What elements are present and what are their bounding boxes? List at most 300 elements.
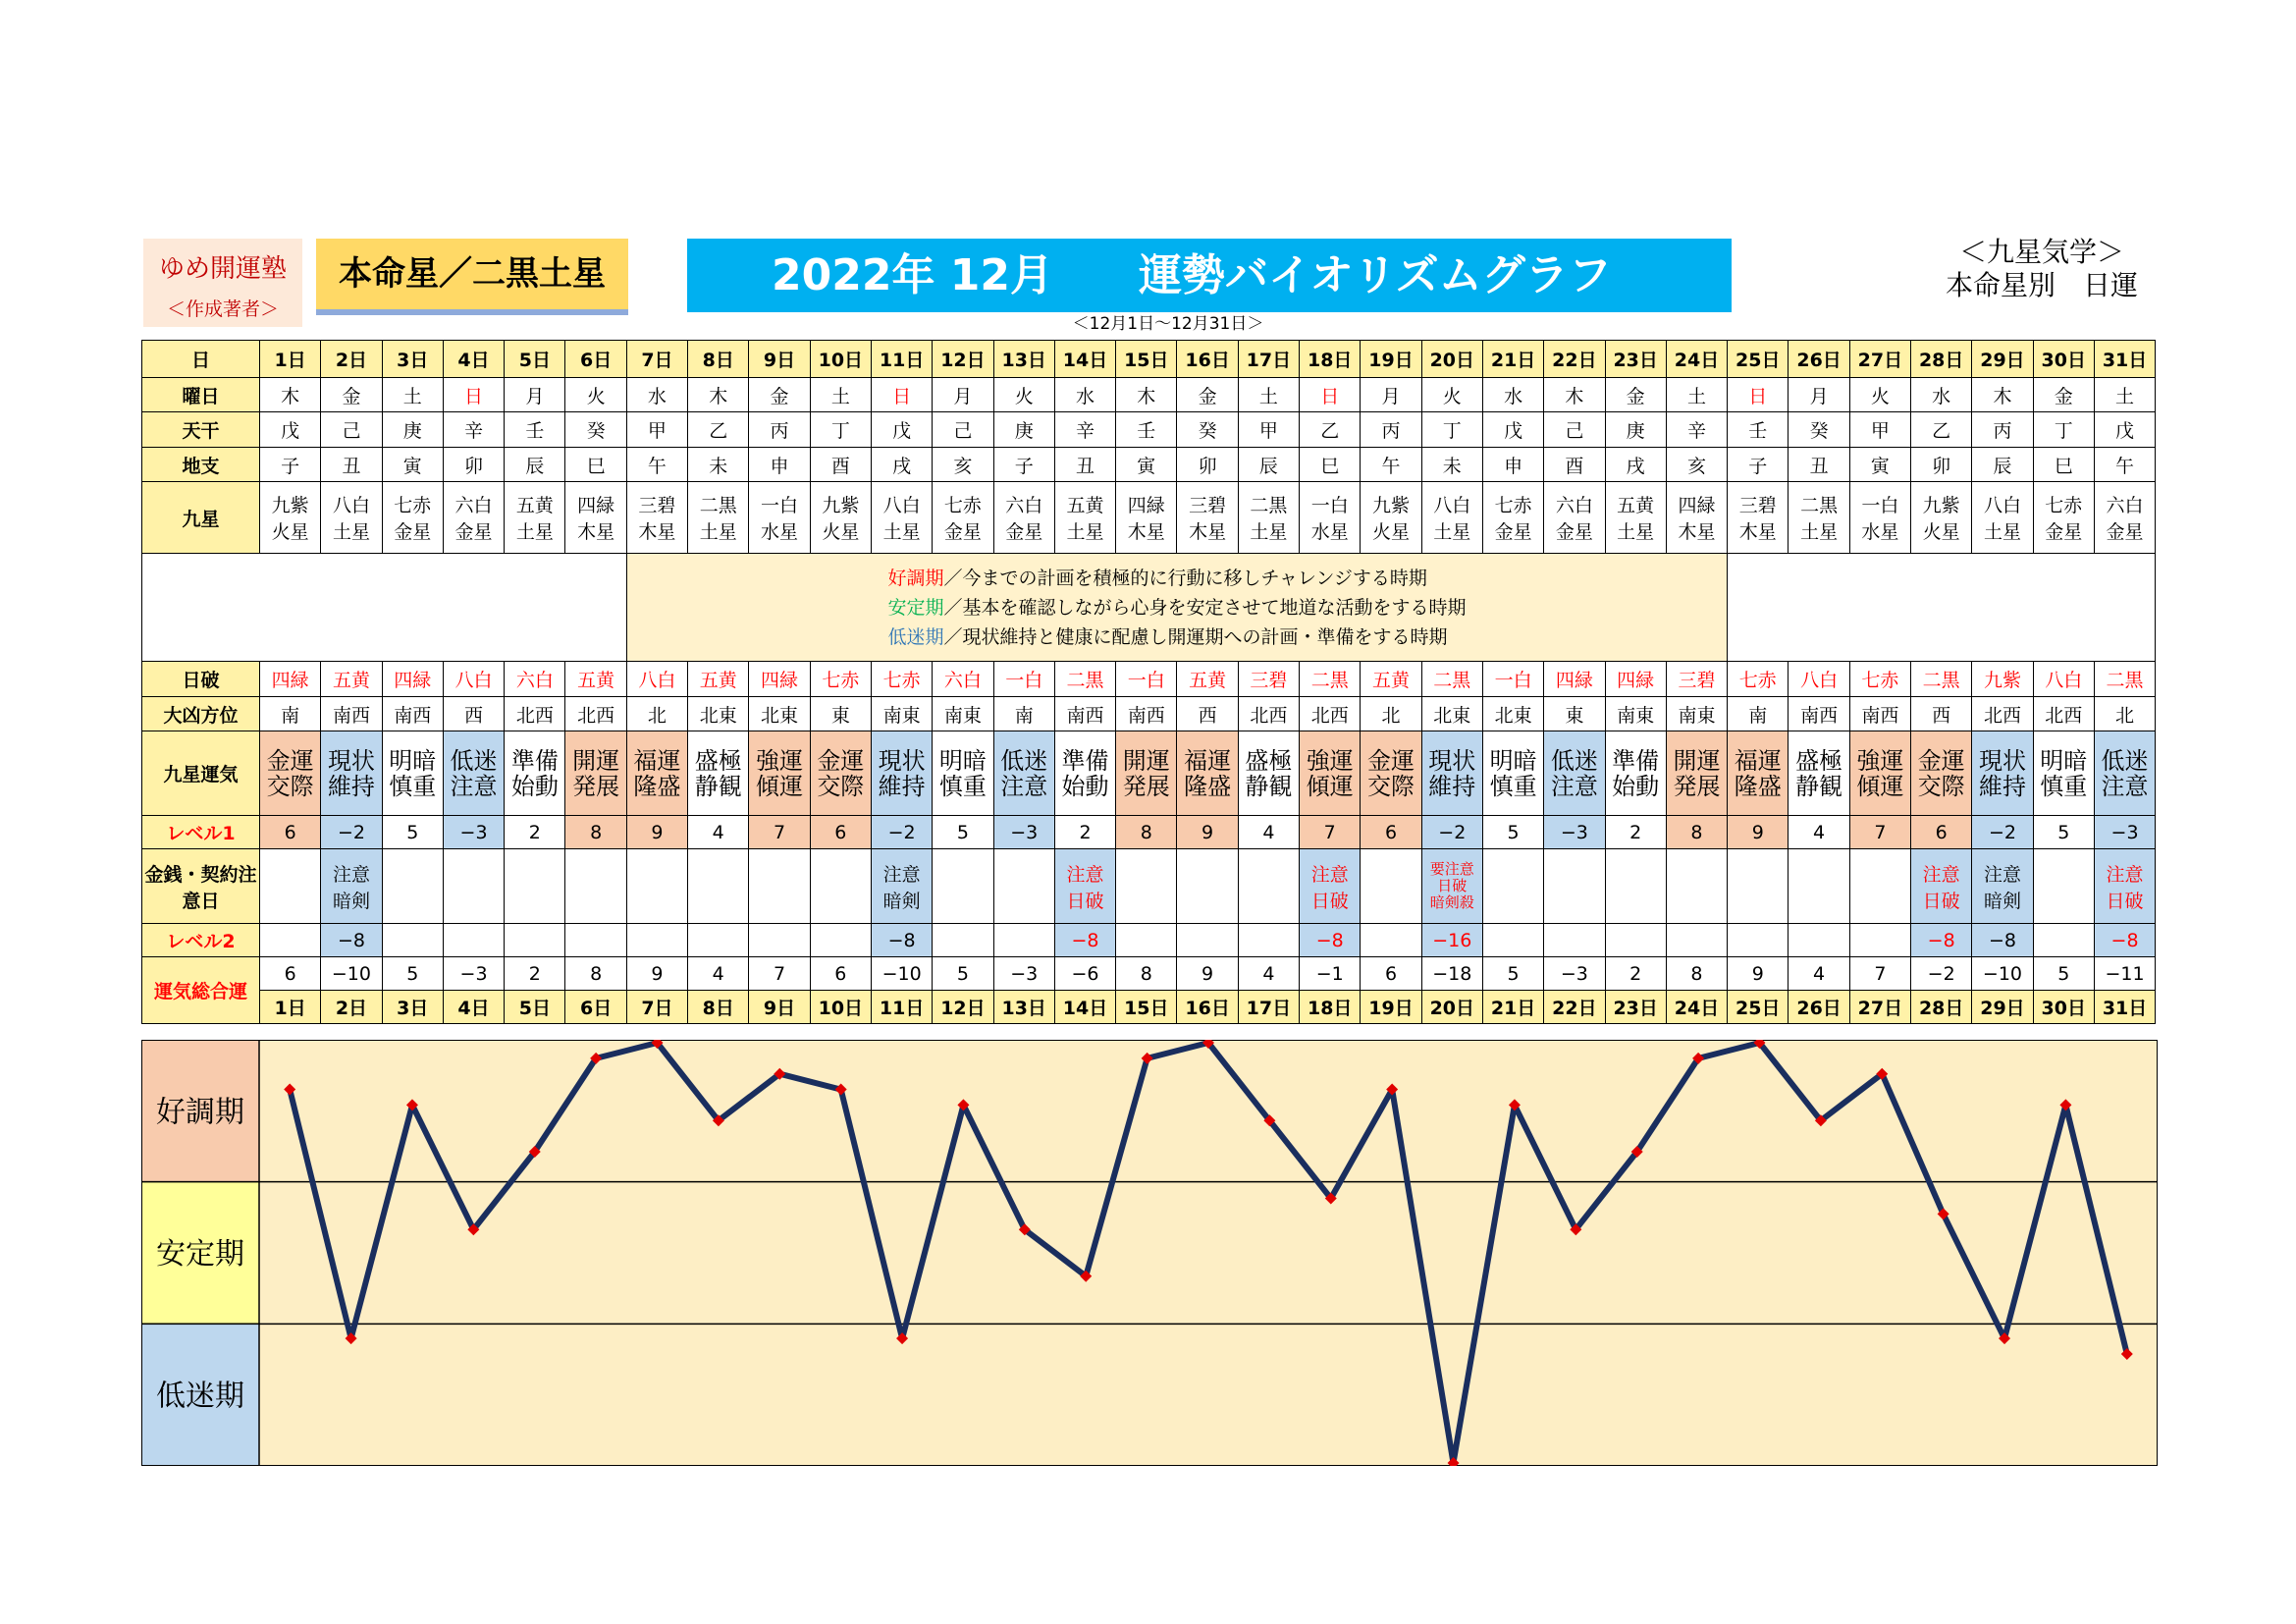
cell-line: 福運 [1184, 746, 1232, 775]
tenkan-cell: 甲 [1849, 412, 1910, 448]
row-label-kinsen: 金銭・契約注意日 [142, 849, 260, 924]
cell-line: 始動 [1612, 772, 1660, 800]
kyusei-cell [1054, 482, 1115, 554]
kyusei-cell [2094, 482, 2155, 554]
nippa-cell: 四緑 [749, 662, 810, 697]
kinsen-cell [565, 849, 626, 924]
daikyou-cell: 南 [993, 697, 1054, 731]
nippa-cell: 七赤 [1849, 662, 1910, 697]
kyusei-caption [1895, 236, 2189, 302]
tenkan-cell: 壬 [1116, 412, 1177, 448]
day-cell: 21日 [1482, 341, 1543, 378]
cell-line: 日破 [1310, 890, 1349, 912]
kinsen-cell [1666, 849, 1727, 924]
sougou-cell: 9 [626, 957, 687, 991]
cell-line: 三碧 [1738, 495, 1777, 516]
band-label: 低迷期 [156, 1379, 244, 1414]
author-label: ＜作成著者＞ [166, 298, 279, 320]
day-cell: 11日 [871, 341, 932, 378]
day-cell: 21日 [1482, 991, 1543, 1024]
weekday-cell: 月 [505, 378, 565, 412]
kinsen-cell [810, 849, 871, 924]
level1-cell: 7 [749, 816, 810, 849]
nippa-cell: 五黄 [321, 662, 382, 697]
kinsen-cell [1849, 849, 1910, 924]
day-cell: 1日 [260, 991, 321, 1024]
daikyou-cell: 南西 [382, 697, 443, 731]
day-cell: 10日 [810, 991, 871, 1024]
cell-line: 土星 [515, 521, 554, 543]
cell-line: 始動 [1061, 772, 1109, 800]
cell-line: 四緑 [1127, 495, 1165, 516]
day-cell: 29日 [1972, 341, 2033, 378]
cell-line: 火星 [271, 521, 309, 543]
unki-cell [2033, 731, 2094, 816]
day-cell: 31日 [2094, 991, 2155, 1024]
tenkan-cell: 癸 [1177, 412, 1238, 448]
cell-line: 明暗 [1489, 746, 1537, 775]
day-cell: 20日 [1421, 341, 1482, 378]
legend-good-text: ／今までの計画を積極的に行動に移しチャレンジする時期 [943, 567, 1427, 589]
cell-line: 金星 [943, 521, 982, 543]
sougou-cell: −3 [1544, 957, 1605, 991]
cell-line: 七赤 [1494, 495, 1532, 516]
level1-cell: 8 [1116, 816, 1177, 849]
cell-line: 福運 [1734, 746, 1782, 775]
cell-line: 七赤 [394, 495, 432, 516]
cell-line: 土星 [332, 521, 370, 543]
kinsen-cell [505, 849, 565, 924]
chishi-cell: 申 [749, 448, 810, 482]
sougou-cell: 7 [1849, 957, 1910, 991]
tenkan-cell: 丁 [2033, 412, 2094, 448]
unki-cell [749, 731, 810, 816]
cell-line: 二黒 [1800, 495, 1839, 516]
cell-line: 火星 [1371, 521, 1410, 543]
banner-title: 運勢バイオリズムグラフ [1139, 250, 1612, 300]
sougou-cell: 7 [749, 957, 810, 991]
level2-cell [1482, 924, 1543, 957]
day-cell: 7日 [626, 341, 687, 378]
kyusei-cell [1177, 482, 1238, 554]
cell-line: 水星 [761, 521, 799, 543]
level1-cell: 9 [626, 816, 687, 849]
cell-line: 交際 [1917, 772, 1965, 800]
kyusei-cell [688, 482, 749, 554]
unki-cell [1300, 731, 1361, 816]
level2-cell [993, 924, 1054, 957]
cell-line: 明暗 [938, 746, 987, 775]
nippa-cell: 二黒 [2094, 662, 2155, 697]
chishi-cell: 巳 [1300, 448, 1361, 482]
daikyou-cell: 北西 [2033, 697, 2094, 731]
legend-stable-word: 安定期 [887, 596, 944, 619]
daikyou-cell: 南東 [1666, 697, 1727, 731]
cell-line: 土星 [1250, 521, 1288, 543]
cell-line: 注意 [332, 863, 370, 886]
cell-line: 静観 [694, 772, 742, 800]
daikyou-cell: 西 [1177, 697, 1238, 731]
sougou-cell: −10 [1972, 957, 2033, 991]
row-label-unki: 九星運気 [142, 731, 260, 816]
cell-line: 現状 [1428, 746, 1476, 775]
cell-line: 注意 [2106, 863, 2144, 886]
kyusei-cell [260, 482, 321, 554]
cell-line: 九紫 [822, 495, 860, 516]
row-kyusei [142, 482, 2156, 554]
weekday-cell: 金 [321, 378, 382, 412]
day-cell: 25日 [1728, 991, 1789, 1024]
weekday-cell: 日 [1728, 378, 1789, 412]
cell-line: 準備 [1061, 746, 1109, 775]
nippa-cell: 四緑 [1605, 662, 1666, 697]
daikyou-cell: 南東 [871, 697, 932, 731]
cell-line: 準備 [1612, 746, 1660, 775]
day-cell: 27日 [1849, 991, 1910, 1024]
day-cell: 31日 [2094, 341, 2155, 378]
row-label-chishi: 地支 [142, 448, 260, 482]
cell-line: 慎重 [938, 772, 987, 800]
daikyou-cell: 南西 [1054, 697, 1115, 731]
sougou-cell: 4 [1789, 957, 1849, 991]
row-nippa [142, 662, 2156, 697]
nippa-cell: 四緑 [1544, 662, 1605, 697]
weekday-cell: 土 [2094, 378, 2155, 412]
level1-cell: −2 [871, 816, 932, 849]
cell-line: 維持 [327, 772, 375, 800]
cell-line: 木星 [1189, 521, 1227, 543]
day-cell: 5日 [505, 991, 565, 1024]
cell-line: 金星 [2045, 521, 2083, 543]
cell-line: 注意 [2101, 772, 2149, 800]
cell-line: 傾運 [1856, 772, 1904, 800]
cell-line: 慎重 [2040, 772, 2088, 800]
weekday-cell: 火 [1421, 378, 1482, 412]
cell-line: 暗剣 [1983, 890, 2021, 912]
legend-stable-text: ／基本を確認しながら心身を安定させて地道な活動をする時期 [943, 596, 1467, 619]
level1-cell: 4 [1789, 816, 1849, 849]
daikyou-cell: 南 [260, 697, 321, 731]
cell-line: 土星 [1983, 521, 2021, 543]
sougou-cell: −1 [1300, 957, 1361, 991]
weekday-cell: 木 [1544, 378, 1605, 412]
kinsen-cell [321, 849, 382, 924]
kinsen-cell [1054, 849, 1115, 924]
tenkan-cell: 戊 [2094, 412, 2155, 448]
level2-cell [382, 924, 443, 957]
tenkan-cell: 丙 [1972, 412, 2033, 448]
sougou-cell: −18 [1421, 957, 1482, 991]
kyusei-cell [1300, 482, 1361, 554]
sougou-cell: 8 [1116, 957, 1177, 991]
level1-cell: −3 [2094, 816, 2155, 849]
cell-line: 傾運 [1306, 772, 1354, 800]
chishi-cell: 辰 [1972, 448, 2033, 482]
nippa-cell: 一白 [1482, 662, 1543, 697]
unki-cell [1054, 731, 1115, 816]
day-cell: 15日 [1116, 991, 1177, 1024]
level2-cell [1605, 924, 1666, 957]
level2-cell [1544, 924, 1605, 957]
row-label-level1: レベル1 [142, 816, 260, 849]
chishi-cell: 卯 [1177, 448, 1238, 482]
day-cell: 10日 [810, 341, 871, 378]
cell-line: 水星 [1861, 521, 1899, 543]
nippa-cell: 三碧 [1238, 662, 1299, 697]
day-cell: 24日 [1666, 991, 1727, 1024]
legend-text [887, 564, 1466, 652]
level2-cell [565, 924, 626, 957]
sougou-cell: 9 [1728, 957, 1789, 991]
level2-cell [1666, 924, 1727, 957]
chishi-cell: 午 [2094, 448, 2155, 482]
cell-line: 金星 [454, 521, 493, 543]
day-cell: 23日 [1605, 341, 1666, 378]
weekday-cell: 水 [1911, 378, 1972, 412]
weekday-cell: 金 [1177, 378, 1238, 412]
kyusei-cell [1849, 482, 1910, 554]
kinsen-cell [1544, 849, 1605, 924]
nippa-cell: 一白 [1116, 662, 1177, 697]
tenkan-cell: 戊 [1482, 412, 1543, 448]
chishi-cell: 戌 [871, 448, 932, 482]
kinsen-cell [749, 849, 810, 924]
level2-cell: −8 [871, 924, 932, 957]
legend-low-text: ／現状維持と健康に配慮し開運期への計画・準備をする時期 [943, 625, 1448, 648]
cell-line: 金星 [1494, 521, 1532, 543]
weekday-cell: 火 [565, 378, 626, 412]
cell-line: 交際 [817, 772, 865, 800]
cell-line: 木星 [577, 521, 615, 543]
cell-line: 土星 [1433, 521, 1471, 543]
kinsen-cell [1300, 849, 1361, 924]
day-cell: 19日 [1361, 991, 1421, 1024]
sougou-cell: 6 [1361, 957, 1421, 991]
cell-line: 一白 [1310, 495, 1349, 516]
kyusei-cell [1728, 482, 1789, 554]
unki-cell [1972, 731, 2033, 816]
chishi-cell: 酉 [1544, 448, 1605, 482]
daikyou-cell: 西 [1911, 697, 1972, 731]
band-label: 安定期 [156, 1237, 244, 1272]
sougou-cell: 5 [1482, 957, 1543, 991]
cell-line: 始動 [510, 772, 559, 800]
unki-cell [871, 731, 932, 816]
level1-cell: −2 [1972, 816, 2033, 849]
daikyou-cell: 北東 [1421, 697, 1482, 731]
kyusei-line1: ＜九星気学＞ [1958, 236, 2124, 268]
nippa-cell: 七赤 [1728, 662, 1789, 697]
day-cell: 30日 [2033, 341, 2094, 378]
daikyou-cell: 南西 [1116, 697, 1177, 731]
cell-line: 土星 [1066, 521, 1104, 543]
level2-cell [1238, 924, 1299, 957]
cell-line: 一白 [761, 495, 799, 516]
unki-cell [1911, 731, 1972, 816]
level2-cell: −16 [1421, 924, 1482, 957]
level2-cell [1177, 924, 1238, 957]
daikyou-cell: 北 [626, 697, 687, 731]
level1-cell: 8 [1666, 816, 1727, 849]
cell-line: 注意 [1066, 863, 1104, 886]
cell-line: 日破 [1066, 890, 1104, 912]
unki-cell [1482, 731, 1543, 816]
weekday-cell: 木 [1116, 378, 1177, 412]
nippa-cell: 七赤 [810, 662, 871, 697]
row-sougou [142, 957, 2156, 991]
row-chishi [142, 448, 2156, 482]
row-day-footer [142, 991, 2156, 1024]
cell-line: 金運 [817, 746, 865, 775]
tenkan-cell: 乙 [688, 412, 749, 448]
kinsen-cell [1728, 849, 1789, 924]
cell-line: 木星 [1738, 521, 1777, 543]
chishi-cell: 辰 [505, 448, 565, 482]
day-cell: 30日 [2033, 991, 2094, 1024]
chishi-cell: 戌 [1605, 448, 1666, 482]
level1-cell: 9 [1728, 816, 1789, 849]
tenkan-cell: 辛 [1054, 412, 1115, 448]
weekday-cell: 金 [2033, 378, 2094, 412]
weekday-cell: 月 [933, 378, 993, 412]
unki-cell [1666, 731, 1727, 816]
kyusei-cell [1421, 482, 1482, 554]
row-level1 [142, 816, 2156, 849]
cell-line: 要注意 [1429, 860, 1474, 878]
weekday-cell: 水 [626, 378, 687, 412]
cell-line: 七赤 [2045, 495, 2083, 516]
level1-cell: −3 [1544, 816, 1605, 849]
day-cell: 11日 [871, 991, 932, 1024]
kinsen-cell [443, 849, 504, 924]
banner-year: 2022年 12月 [772, 250, 1054, 300]
daikyou-cell: 北西 [505, 697, 565, 731]
cell-line: 慎重 [389, 772, 437, 800]
unki-cell [2094, 731, 2155, 816]
weekday-cell: 水 [1482, 378, 1543, 412]
weekday-cell: 日 [1300, 378, 1361, 412]
day-cell: 5日 [505, 341, 565, 378]
legend-stable [887, 593, 1466, 623]
cell-line: 発展 [1673, 772, 1721, 800]
cell-line: 六白 [1555, 495, 1593, 516]
cell-line: 五黄 [515, 495, 554, 516]
honmei-title: 本命星／二黒土星 [316, 239, 628, 315]
tenkan-cell: 辛 [1666, 412, 1727, 448]
kinsen-cell [1789, 849, 1849, 924]
level1-cell: 2 [1605, 816, 1666, 849]
level1-cell: −2 [321, 816, 382, 849]
day-cell: 19日 [1361, 341, 1421, 378]
sougou-cell: −3 [993, 957, 1054, 991]
cell-line: 金運 [1366, 746, 1415, 775]
weekday-cell: 土 [1666, 378, 1727, 412]
day-cell: 26日 [1789, 991, 1849, 1024]
level2-cell [1728, 924, 1789, 957]
day-cell: 7日 [626, 991, 687, 1024]
cell-line: 九紫 [1922, 495, 1960, 516]
unki-cell [382, 731, 443, 816]
kinsen-cell [1361, 849, 1421, 924]
weekday-cell: 水 [1054, 378, 1115, 412]
cell-line: 維持 [1428, 772, 1476, 800]
kyusei-cell [749, 482, 810, 554]
cell-line: 交際 [266, 772, 314, 800]
chishi-cell: 丑 [1054, 448, 1115, 482]
cell-line: 二黒 [1250, 495, 1288, 516]
row-label-day: 日 [142, 341, 260, 378]
unki-cell [933, 731, 993, 816]
sougou-cell: 5 [382, 957, 443, 991]
day-cell: 18日 [1300, 991, 1361, 1024]
level1-cell: 6 [810, 816, 871, 849]
kinsen-cell [871, 849, 932, 924]
day-cell: 16日 [1177, 341, 1238, 378]
level2-cell [443, 924, 504, 957]
cell-line: 隆盛 [633, 772, 681, 800]
cell-line: 三碧 [1189, 495, 1227, 516]
cell-line: 維持 [1978, 772, 2026, 800]
chishi-cell: 巳 [565, 448, 626, 482]
cell-line: 慎重 [1489, 772, 1537, 800]
cell-line: 注意 [1310, 863, 1349, 886]
sougou-cell: 5 [2033, 957, 2094, 991]
daikyou-cell: 北東 [688, 697, 749, 731]
tenkan-cell: 乙 [1911, 412, 1972, 448]
day-cell: 8日 [688, 991, 749, 1024]
cell-line: 交際 [1366, 772, 1415, 800]
level2-cell [1361, 924, 1421, 957]
kyusei-cell [1666, 482, 1727, 554]
row-daikyou [142, 697, 2156, 731]
cell-line: 土星 [1617, 521, 1655, 543]
plot-background [259, 1040, 2158, 1466]
legend-box [626, 554, 1727, 662]
kinsen-cell [1177, 849, 1238, 924]
cell-line: 隆盛 [1734, 772, 1782, 800]
tenkan-cell: 乙 [1300, 412, 1361, 448]
day-cell: 22日 [1544, 341, 1605, 378]
cell-line: 金星 [1005, 521, 1043, 543]
chishi-cell: 巳 [2033, 448, 2094, 482]
cell-line: 強運 [756, 746, 804, 775]
cell-line: 四緑 [1678, 495, 1716, 516]
day-cell: 13日 [993, 341, 1054, 378]
sougou-cell: −3 [443, 957, 504, 991]
date-range: ＜12月1日～12月31日＞ [1072, 314, 1264, 334]
row-label-daikyou: 大凶方位 [142, 697, 260, 731]
cell-line: 強運 [1306, 746, 1354, 775]
weekday-cell: 土 [810, 378, 871, 412]
kyusei-cell [1972, 482, 2033, 554]
day-cell: 1日 [260, 341, 321, 378]
sougou-cell: 6 [260, 957, 321, 991]
cell-line: 静観 [1245, 772, 1293, 800]
level2-cell: −8 [2094, 924, 2155, 957]
band-label: 好調期 [156, 1095, 244, 1130]
chishi-cell: 寅 [1849, 448, 1910, 482]
level1-cell: −3 [993, 816, 1054, 849]
kyusei-cell [1605, 482, 1666, 554]
cell-line: 六白 [2106, 495, 2144, 516]
chishi-cell: 午 [1361, 448, 1421, 482]
cell-line: 一白 [1861, 495, 1899, 516]
tenkan-cell: 壬 [1728, 412, 1789, 448]
weekday-cell: 火 [1849, 378, 1910, 412]
level2-cell [933, 924, 993, 957]
kinsen-cell [1972, 849, 2033, 924]
day-cell: 6日 [565, 991, 626, 1024]
